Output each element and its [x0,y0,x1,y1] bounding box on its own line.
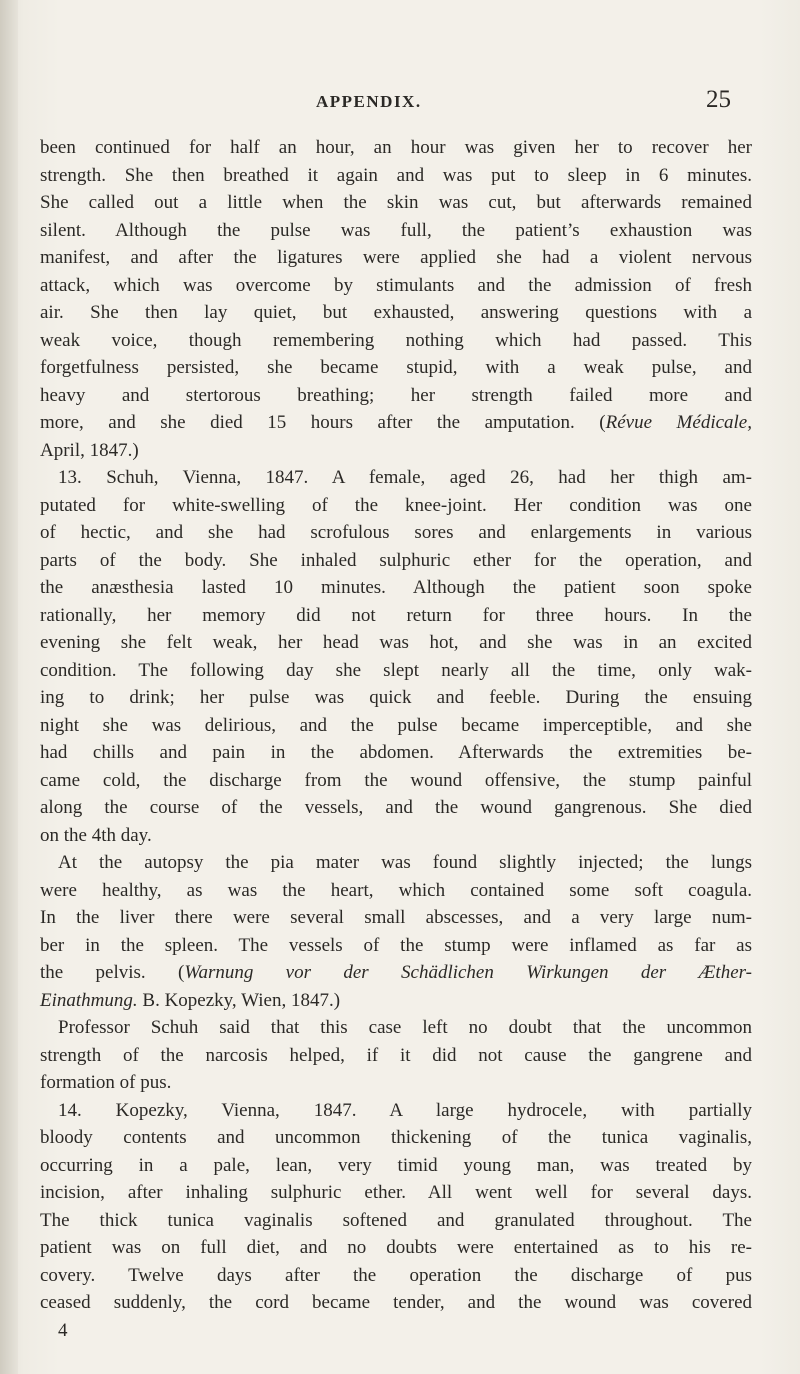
text-line: 13. Schuh, Vienna, 1847. A female, aged 26, had her thigh am- [58,467,752,488]
text-line: air. She then lay quiet, but exhausted, answering questions with a [40,302,752,323]
text-line: condition. The following day she slept nearly all the time, only wak- [40,659,752,681]
text-line: had chills and pain in the abdomen. Afterwards the extremities be- [40,742,752,763]
text-line: 14. Kopezky, Vienna, 1847. A large hydrocele, with partially [58,1099,752,1121]
text-line: covery. Twelve days after the operation the discharge of pus [40,1264,752,1286]
text-line: were healthy, as was the heart, which contained some soft coagula. [40,879,752,901]
text-line: patient was on full diet, and no doubts were entertained as to his re- [40,1237,752,1258]
text-line: attack, which was overcome by stimulants and the admission of fresh [40,274,752,296]
text-line: April, 1847.) [40,439,139,461]
page-header [0,86,800,118]
text-line: night she was delirious, and the pulse became imperceptible, and she [40,714,752,736]
text-line: ber in the spleen. The vessels of the stump were inflamed as far as [40,934,752,956]
text-line: ceased suddenly, the cord became tender, and the wound was covered [40,1292,752,1313]
text-line: rationally, her memory did not return for three hours. In the [40,604,752,626]
running-head: APPENDIX. [316,92,422,111]
text-line: manifest, and after the ligatures were applied she had a violent nervous [40,247,752,268]
text-line: In the liver there were several small abscesses, and a very large num- [40,907,752,928]
text-line: putated for white-swelling of the knee-joint. Her condition was one [40,494,752,516]
text-line: heavy and stertorous breathing; her strength failed more and [40,384,752,406]
text-line: been continued for half an hour, an hour was given her to recover her [40,137,752,158]
text-line: came cold, the discharge from the wound offensive, the stump painful [40,769,752,791]
text-line: of hectic, and she had scrofulous sores and enlargements in various [40,522,752,543]
text-line: the anæsthesia lasted 10 minutes. Although the patient soon spoke [40,577,752,598]
text-line: the pelvis. (Warnung vor der Schädlichen Wirkungen der Æther- [40,962,752,983]
text-line: on the 4th day. [40,824,152,846]
body-text [40,134,752,1344]
text-line: occurring in a pale, lean, very timid young man, was treated by [40,1154,752,1176]
text-line: more, and she died 15 hours after the amputation. (Révue Médicale, [40,412,752,433]
text-line: parts of the body. She inhaled sulphuric ether for the operation, and [40,549,752,571]
signature-mark: 4 [58,1319,68,1341]
text-line: ing to drink; her pulse was quick and feeble. During the ensuing [40,687,752,708]
text-line: Professor Schuh said that this case left no doubt that the uncommon [58,1017,752,1038]
text-line: weak voice, though remembering nothing which had passed. This [40,329,752,351]
text-line: She called out a little when the skin was cut, but afterwards remained [40,192,752,213]
text-line: silent. Although the pulse was full, the patient’s exhaustion was [40,219,752,241]
text-line: forgetfulness persisted, she became stupid, with a weak pulse, and [40,357,752,378]
page-number: 25 [706,86,731,113]
text-line: strength. She then breathed it again and was put to sleep in 6 minutes. [40,164,752,186]
text-line: evening she felt weak, her head was hot, and she was in an excited [40,632,752,653]
text-line: strength of the narcosis helped, if it did not cause the gangrene and [40,1044,752,1066]
text-line: The thick tunica vaginalis softened and granulated throughout. The [40,1209,752,1231]
text-line: At the autopsy the pia mater was found slightly injected; the lungs [58,852,752,873]
page-spine-shadow [0,0,18,1374]
text-line: incision, after inhaling sulphuric ether. All went well for several days. [40,1182,752,1203]
text-line: Einathmung. B. Kopezky, Wien, 1847.) [40,989,341,1011]
text-line: bloody contents and uncommon thickening of the tunica vaginalis, [40,1127,752,1148]
text-line: formation of pus. [40,1072,172,1093]
text-line: along the course of the vessels, and the wound gangrenous. She died [40,797,752,818]
